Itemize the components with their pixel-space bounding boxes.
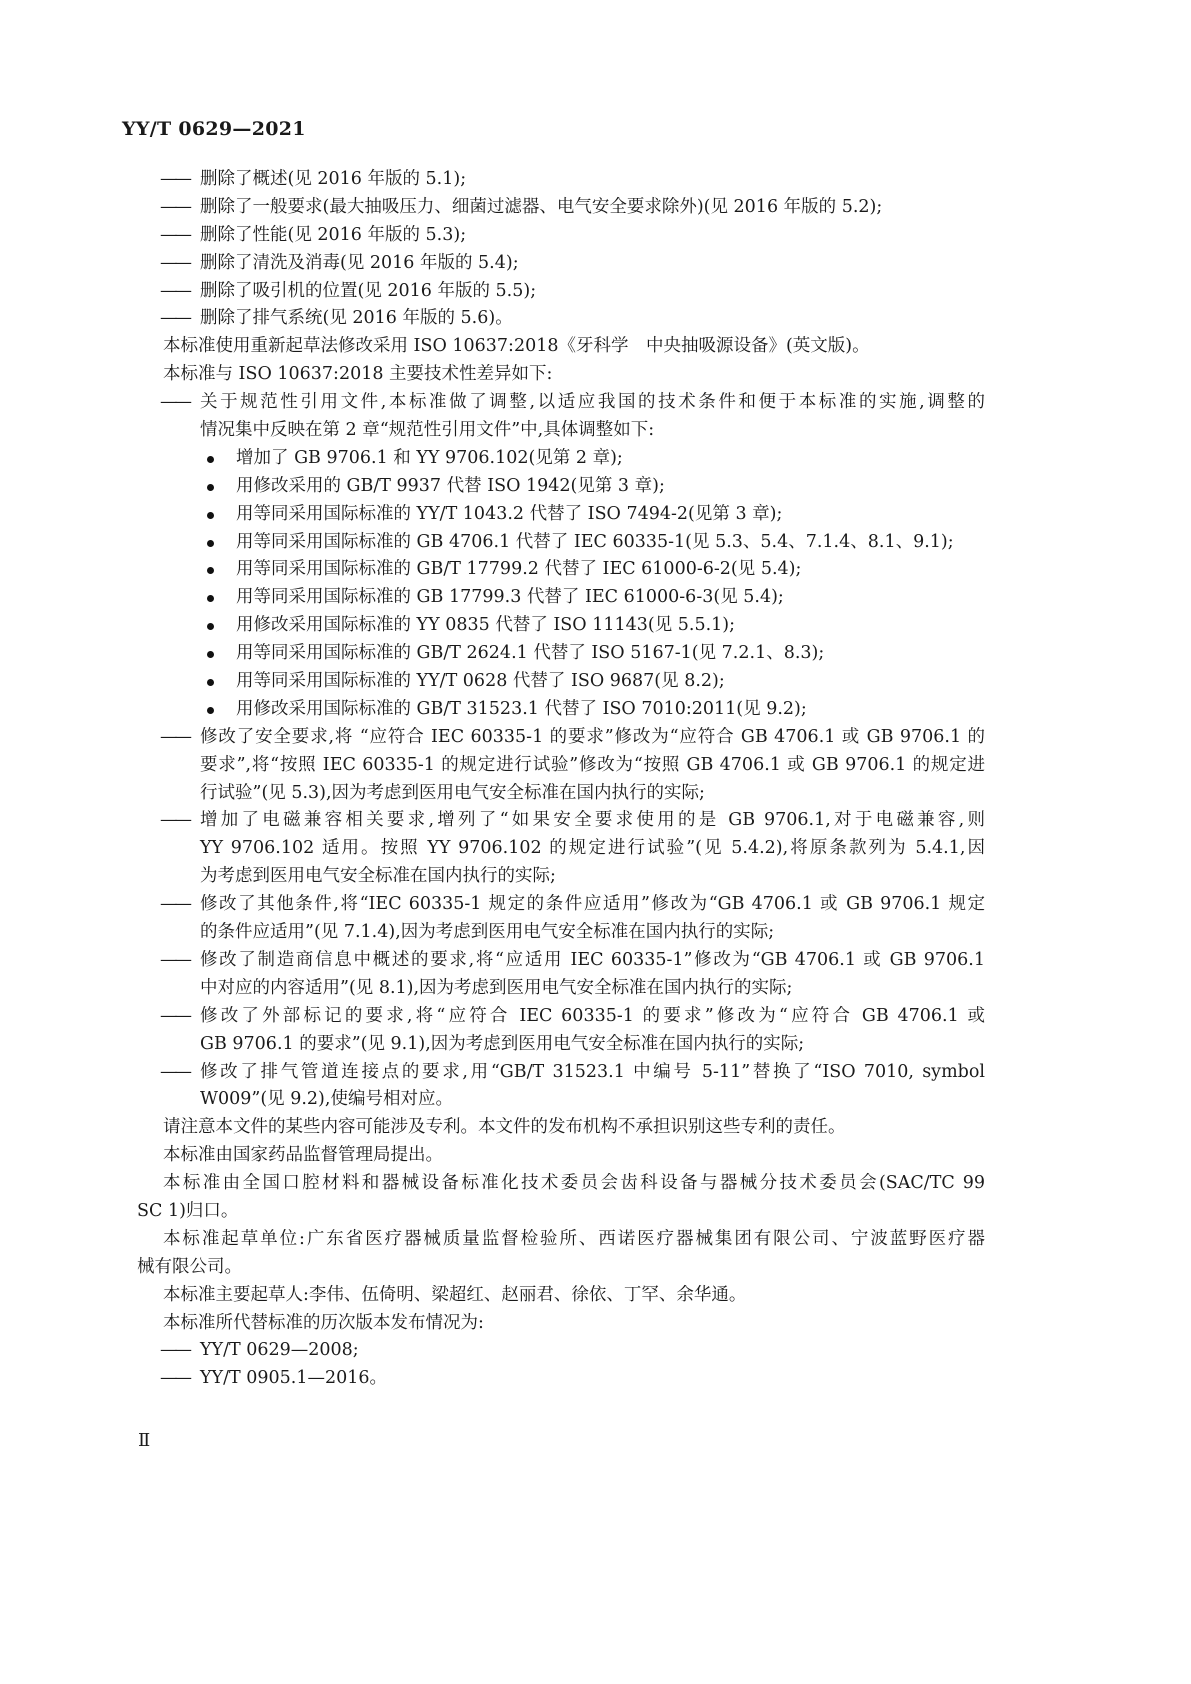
em-dash-marker: —— [160, 894, 189, 915]
line-text: W009”(见 9.2),使编号相对应。 [200, 1089, 453, 1110]
bullet-item [137, 556, 985, 584]
text-line [137, 361, 985, 389]
bullet-dot-icon [207, 595, 214, 602]
bullet-dot-icon [207, 707, 214, 714]
em-dash-marker: —— [160, 252, 189, 273]
em-dash-marker: —— [160, 726, 189, 747]
dash-list-item [137, 1003, 985, 1059]
line-text: 删除了概述(见 2016 年版的 5.1); [200, 169, 467, 189]
bullet-item [137, 668, 985, 696]
line-text: 本标准由国家药品监督管理局提出。 [163, 1145, 443, 1166]
text-line [137, 278, 985, 306]
text-line [137, 780, 985, 808]
text-line [137, 305, 985, 333]
line-text: 为考虑到医用电气安全标准在国内执行的实际; [200, 866, 556, 887]
paragraph [137, 1114, 985, 1142]
line-text: 用修改采用国际标准的 YY 0835 代替了 ISO 11143(见 5.5.1); [236, 615, 736, 636]
bullet-item [137, 696, 985, 724]
em-dash-marker: —— [160, 1340, 189, 1361]
text-line [137, 333, 985, 361]
text-line [137, 1282, 985, 1310]
document-number-header: YY/T 0629—2021 [122, 118, 306, 140]
dash-list-item [137, 807, 985, 891]
line-text: YY/T 0629—2008; [200, 1340, 359, 1361]
bullet-item [137, 473, 985, 501]
text-line [137, 1198, 985, 1226]
dash-list-item [137, 222, 985, 250]
text-line [137, 863, 985, 891]
bullet-dot-icon [207, 651, 214, 658]
text-line [137, 1142, 985, 1170]
line-text: 修改了制造商信息中概述的要求,将“应适用 IEC 60335-1”修改为“GB 4706.1 或 GB 9706.1 [200, 949, 985, 970]
paragraph [137, 1142, 985, 1170]
em-dash-marker: —— [160, 224, 189, 245]
line-text: 情况集中反映在第 2 章“规范性引用文件”中,具体调整如下: [200, 420, 655, 441]
bullet-dot-icon [207, 484, 214, 491]
bullet-item [137, 529, 985, 557]
em-dash-marker: —— [160, 308, 189, 329]
text-line [137, 1114, 985, 1142]
text-line [137, 807, 985, 835]
paragraph [137, 1170, 985, 1226]
text-line [137, 1254, 985, 1282]
line-text: 删除了一般要求(最大抽吸压力、细菌过滤器、电气安全要求除外)(见 2016 年版的 5.2); [200, 196, 883, 217]
text-line [137, 417, 985, 445]
line-text: 本标准所代替标准的历次版本发布情况为: [163, 1312, 484, 1333]
text-line [137, 1059, 985, 1087]
bullet-item [137, 612, 985, 640]
dash-list-item [137, 1365, 985, 1393]
line-text: 本标准与 ISO 10637:2018 主要技术性差异如下: [163, 364, 553, 385]
bullet-item [137, 584, 985, 612]
line-text: 械有限公司。 [137, 1256, 242, 1277]
text-line [137, 1086, 985, 1114]
bullet-item [137, 501, 985, 529]
line-text: 行试验”(见 5.3),因为考虑到医用电气安全标准在国内执行的实际; [200, 782, 705, 803]
paragraph [137, 333, 985, 361]
bullet-dot-icon [207, 512, 214, 519]
line-text: 用等同采用国际标准的 GB 17799.3 代替了 IEC 61000-6-3(见 5.4); [236, 587, 784, 608]
line-text: 修改了外部标记的要求,将“应符合 IEC 60335-1 的要求”修改为“应符合 GB 4706.1 或 [200, 1005, 985, 1026]
line-text: YY 9706.102 适用。按照 YY 9706.102 的规定进行试验”(见 5.4.2),将原条款列为 5.4.1,因 [200, 838, 985, 859]
line-text: 用等同采用国际标准的 GB 4706.1 代替了 IEC 60335-1(见 5.3、5.4、7.1.4、8.1、9.1); [236, 531, 954, 552]
em-dash-marker: —— [160, 1368, 189, 1389]
line-text: 修改了安全要求,将 “应符合 IEC 60335-1 的要求”修改为“应符合 GB 4706.1 或 GB 9706.1 的 [200, 726, 985, 747]
text-line [137, 556, 985, 584]
text-line [137, 919, 985, 947]
text-line [137, 222, 985, 250]
dash-list-item [137, 389, 985, 445]
text-line [137, 724, 985, 752]
page-number: Ⅱ [138, 1430, 151, 1451]
dash-list-item [137, 891, 985, 947]
line-text: 用等同采用国际标准的 YY/T 0628 代替了 ISO 9687(见 8.2); [236, 671, 725, 692]
em-dash-marker: —— [160, 810, 189, 831]
text-line [137, 1170, 985, 1198]
text-line [137, 445, 985, 473]
em-dash-marker: —— [160, 1061, 189, 1082]
line-text: 用修改采用国际标准的 GB/T 31523.1 代替了 ISO 7010:2011(见 9.2); [236, 698, 807, 719]
text-line [137, 1031, 985, 1059]
line-text: 的条件应适用”(见 7.1.4),因为考虑到医用电气安全标准在国内执行的实际; [200, 922, 775, 943]
em-dash-marker: —— [160, 169, 189, 189]
dash-list-item [137, 278, 985, 306]
line-text: SC 1)归口。 [137, 1200, 239, 1221]
line-text: 删除了排气系统(见 2016 年版的 5.6)。 [200, 308, 513, 329]
line-text: 要求”,将“按照 IEC 60335-1 的规定进行试验”修改为“按照 GB 4706.1 或 GB 9706.1 的规定进 [200, 754, 985, 775]
text-line [137, 1310, 985, 1338]
text-line [137, 250, 985, 278]
bullet-dot-icon [207, 540, 214, 547]
bullet-dot-icon [207, 567, 214, 574]
paragraph [137, 361, 985, 389]
line-text: 关于规范性引用文件,本标准做了调整,以适应我国的技术条件和便于本标准的实施,调整的 [200, 392, 985, 413]
line-text: 用等同采用国际标准的 GB/T 2624.1 代替了 ISO 5167-1(见 7.2.1、8.3); [236, 643, 825, 664]
text-line [137, 529, 985, 557]
text-line [137, 668, 985, 696]
text-line [137, 1003, 985, 1031]
em-dash-marker: —— [160, 280, 189, 301]
text-line [137, 752, 985, 780]
text-line [137, 389, 985, 417]
line-text: 用等同采用国际标准的 GB/T 17799.2 代替了 IEC 61000-6-2(见 5.4); [236, 559, 802, 580]
dash-list-item [137, 947, 985, 1003]
line-text: 修改了排气管道连接点的要求,用“GB/T 31523.1 中编号 5-11”替换了“ISO 7010, symbol [200, 1061, 985, 1082]
line-text: 中对应的内容适用”(见 8.1),因为考虑到医用电气安全标准在国内执行的实际; [200, 977, 793, 998]
line-text: 用等同采用国际标准的 YY/T 1043.2 代替了 ISO 7494-2(见第 3 章); [236, 503, 783, 524]
line-text: 请注意本文件的某些内容可能涉及专利。本文件的发布机构不承担识别这些专利的责任。 [163, 1117, 846, 1138]
line-text: 本标准主要起草人:李伟、伍倚明、梁超红、赵丽君、徐依、丁罕、余华通。 [163, 1284, 747, 1305]
text-line [137, 194, 985, 222]
text-line [137, 584, 985, 612]
bullet-dot-icon [207, 679, 214, 686]
line-text: 增加了电磁兼容相关要求,增列了“如果安全要求使用的是 GB 9706.1,对于电磁兼容,则 [200, 810, 985, 831]
bullet-item [137, 445, 985, 473]
text-line [137, 696, 985, 724]
line-text: 修改了其他条件,将“IEC 60335-1 规定的条件应适用”修改为“GB 4706.1 或 GB 9706.1 规定 [200, 894, 985, 915]
dash-list-item [137, 166, 985, 194]
paragraph [137, 1282, 985, 1310]
line-text: 用修改采用的 GB/T 9937 代替 ISO 1942(见第 3 章); [236, 475, 665, 496]
em-dash-marker: —— [160, 949, 189, 970]
line-text: YY/T 0905.1—2016。 [200, 1368, 388, 1389]
text-line [137, 835, 985, 863]
bullet-item [137, 640, 985, 668]
line-text: 增加了 GB 9706.1 和 YY 9706.102(见第 2 章); [236, 447, 623, 468]
dash-list-item [137, 724, 985, 808]
em-dash-marker: —— [160, 196, 189, 217]
document-body [137, 166, 985, 1393]
paragraph [137, 1310, 985, 1338]
line-text: GB 9706.1 的要求”(见 9.1),因为考虑到医用电气安全标准在国内执行的实际; [200, 1033, 805, 1054]
text-line [137, 1337, 985, 1365]
text-line [137, 891, 985, 919]
dash-list-item [137, 250, 985, 278]
text-line [137, 947, 985, 975]
bullet-dot-icon [207, 456, 214, 463]
text-line [137, 501, 985, 529]
dash-list-item [137, 194, 985, 222]
dash-list-item [137, 305, 985, 333]
text-line [137, 975, 985, 1003]
em-dash-marker: —— [160, 392, 189, 413]
text-line [137, 640, 985, 668]
line-text: 删除了性能(见 2016 年版的 5.3); [200, 224, 467, 245]
paragraph [137, 1226, 985, 1282]
text-line [137, 473, 985, 501]
line-text: 本标准由全国口腔材料和器械设备标准化技术委员会齿科设备与器械分技术委员会(SAC/TC 99 [163, 1173, 985, 1194]
em-dash-marker: —— [160, 1005, 189, 1026]
dash-list-item [137, 1337, 985, 1365]
text-line [137, 612, 985, 640]
text-line [137, 1226, 985, 1254]
text-line [137, 1365, 985, 1393]
bullet-dot-icon [207, 623, 214, 630]
line-text: 本标准使用重新起草法修改采用 ISO 10637:2018《牙科学 中央抽吸源设备》(英文版)。 [163, 336, 870, 357]
line-text: 本标准起草单位:广东省医疗器械质量监督检验所、西诺医疗器械集团有限公司、宁波蓝野医疗器 [163, 1228, 985, 1249]
dash-list-item [137, 1059, 985, 1115]
text-line [137, 166, 985, 194]
line-text: 删除了吸引机的位置(见 2016 年版的 5.5); [200, 280, 537, 301]
line-text: 删除了清洗及消毒(见 2016 年版的 5.4); [200, 252, 519, 273]
